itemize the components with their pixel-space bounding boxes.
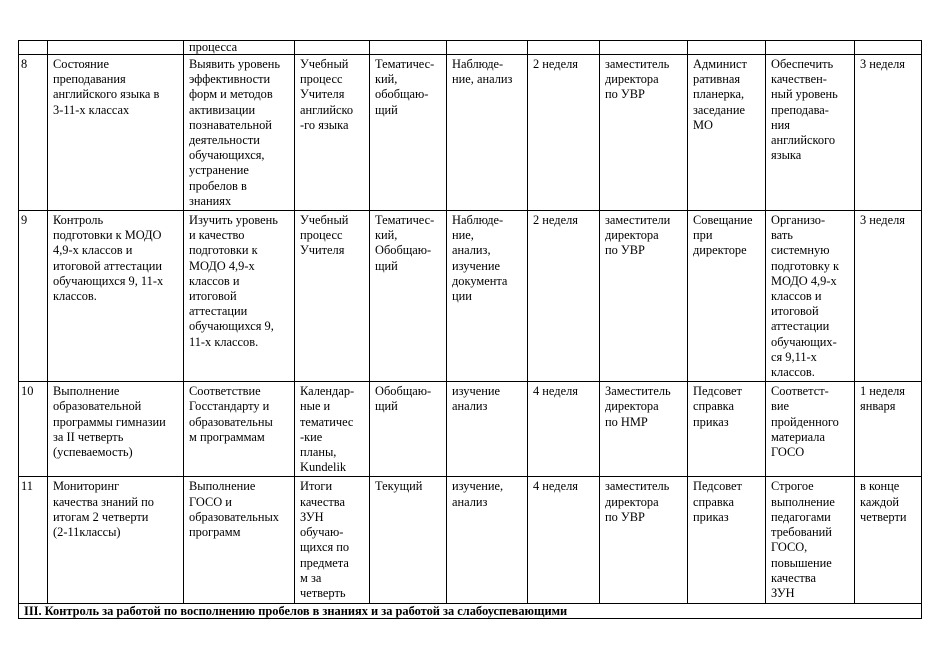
section-heading-row [19, 604, 922, 619]
cell-term: 4 неделя [528, 477, 600, 604]
cell-kind: Тематичес- кий, обобщаю- щий [370, 55, 447, 211]
cell-topic: Мониторинг качества знаний по итогам 2 четверти (2-11классы) [48, 477, 184, 604]
cell-responsible: заместители директора по УВР [600, 211, 688, 382]
cell-result: Соответст- вие пройденного материала ГОСО [766, 382, 855, 477]
cell-number: 8 [19, 55, 48, 211]
cell-goal: Выполнение ГОСО и образовательных программ [184, 477, 295, 604]
cell-repeat [855, 41, 922, 55]
table-row-11 [19, 477, 922, 604]
cell-responsible [600, 41, 688, 55]
cell-method: Наблюде- ние, анализ, изучение документа ции [447, 211, 528, 382]
table-row-continuation [19, 41, 922, 55]
cell-repeat: 3 неделя [855, 211, 922, 382]
cell-kind: Обобщаю- щий [370, 382, 447, 477]
table-row-9 [19, 211, 922, 382]
cell-goal: Изучить уровень и качество подготовки к МОДО 4,9-х классов и итоговой аттестации обучающихся 9, 11-х классов. [184, 211, 295, 382]
cell-review: Админист ративная планерка, заседание МО [688, 55, 766, 211]
table-row-10 [19, 382, 922, 477]
cell-topic [48, 41, 184, 55]
cell-method: изучение анализ [447, 382, 528, 477]
cell-object [295, 41, 370, 55]
cell-review [688, 41, 766, 55]
cell-number: 9 [19, 211, 48, 382]
cell-responsible: заместитель директора по УВР [600, 55, 688, 211]
section-heading: III. Контроль за работой по восполнению пробелов в знаниях и за работой за слабоуспевающими [19, 604, 922, 619]
cell-responsible: Заместитель директора по НМР [600, 382, 688, 477]
cell-result [766, 41, 855, 55]
cell-object: Календар- ные и тематичес -кие планы, Kundelik [295, 382, 370, 477]
cell-result: Организо- вать системную подготовку к МОДО 4,9-х классов и итоговой аттестации обучающих- ся 9,11-х классов. [766, 211, 855, 382]
cell-method: Наблюде- ние, анализ [447, 55, 528, 211]
cell-goal: Выявить уровень эффективности форм и методов активизации познавательной деятельности обучающихся, устранение пробелов в знаниях [184, 55, 295, 211]
cell-object: Учебный процесс Учителя [295, 211, 370, 382]
cell-repeat: 1 неделя января [855, 382, 922, 477]
cell-kind [370, 41, 447, 55]
cell-kind: Текущий [370, 477, 447, 604]
cell-topic: Контроль подготовки к МОДО 4,9-х классов и итоговой аттестации обучающихся 9, 11-х классов. [48, 211, 184, 382]
cell-term: 2 неделя [528, 55, 600, 211]
cell-number [19, 41, 48, 55]
cell-repeat: в конце каждой четверти [855, 477, 922, 604]
cell-topic: Выполнение образовательной программы гимназии за II четверть (успеваемость) [48, 382, 184, 477]
cell-method: изучение, анализ [447, 477, 528, 604]
control-plan-table [18, 40, 922, 619]
cell-method [447, 41, 528, 55]
cell-kind: Тематичес- кий, Обобщаю- щий [370, 211, 447, 382]
cell-object: Учебный процесс Учителя английско -го языка [295, 55, 370, 211]
cell-number: 10 [19, 382, 48, 477]
table-row-8 [19, 55, 922, 211]
cell-review: Педсовет справка приказ [688, 477, 766, 604]
cell-result: Строгое выполнение педагогами требований ГОСО, повышение качества ЗУН [766, 477, 855, 604]
cell-object: Итоги качества ЗУН обучаю- щихся по предмета м за четверть [295, 477, 370, 604]
cell-term: 2 неделя [528, 211, 600, 382]
cell-term [528, 41, 600, 55]
cell-goal: процесса [184, 41, 295, 55]
cell-goal: Соответствие Госстандарту и образовательны м программам [184, 382, 295, 477]
cell-repeat: 3 неделя [855, 55, 922, 211]
cell-review: Совещание при директоре [688, 211, 766, 382]
cell-term: 4 неделя [528, 382, 600, 477]
cell-topic: Состояние преподавания английского языка в 3-11-х классах [48, 55, 184, 211]
cell-result: Обеспечить качествен- ный уровень преподава- ния английского языка [766, 55, 855, 211]
cell-number: 11 [19, 477, 48, 604]
cell-responsible: заместитель директора по УВР [600, 477, 688, 604]
cell-review: Педсовет справка приказ [688, 382, 766, 477]
